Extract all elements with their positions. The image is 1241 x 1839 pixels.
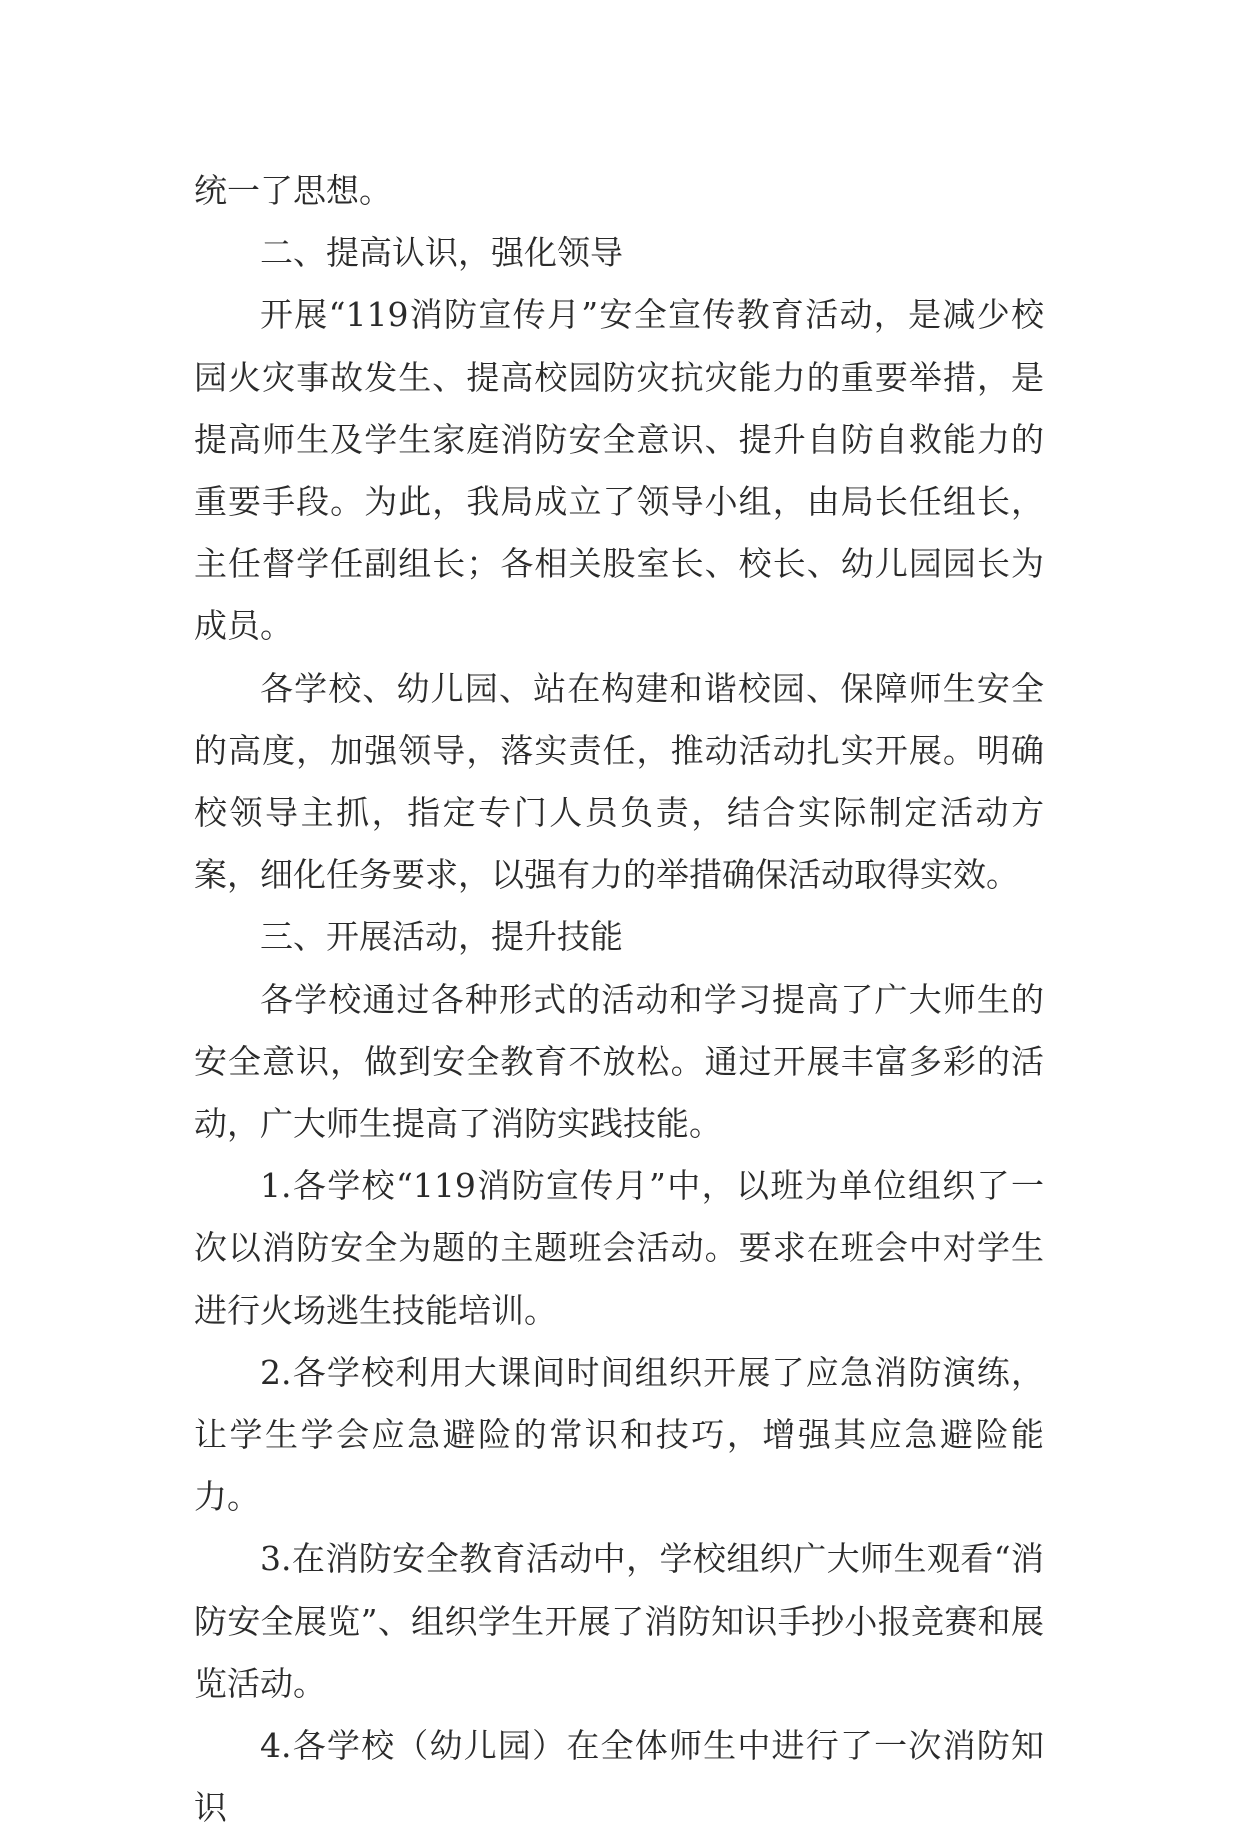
section-heading-3: 三、开展活动，提升技能 (260, 917, 623, 957)
paragraph-continuation: 统一了思想。 (194, 171, 392, 210)
document-body (194, 160, 1044, 1839)
list-item-1: 1.各学校“119消防宣传月”中，以班为单位组织了一次以消防安全为题的主题班会活动。要求在班会中对学生进行火场逃生技能培训。 (194, 1166, 1044, 1330)
list-item-2: 2.各学校利用大课间时间组织开展了应急消防演练，让学生学会应急避险的常识和技巧，增强其应急避险能力。 (194, 1352, 1044, 1517)
list-item-4: 4.各学校（幼儿园）在全体师生中进行了一次消防知识 (194, 1726, 1044, 1828)
paragraph: 各学校通过各种形式的活动和学习提高了广大师生的安全意识，做到安全教育不放松。通过开展丰富多彩的活动，广大师生提高了消防实践技能。 (194, 979, 1044, 1144)
paragraph: 开展“119消防宣传月”安全宣传教育活动，是减少校园火灾事故发生、提高校园防灾抗灾能力的重要举措，是提高师生及学生家庭消防安全意识、提升自防自救能力的重要手段。为此，我局成立了领导小组，由局长任组长，主任督学任副组长；各相关股室长、校长、幼儿园园长为成员。 (194, 295, 1044, 646)
paragraph: 各学校、幼儿园、站在构建和谐校园、保障师生安全的高度，加强领导，落实责任，推动活动扎实开展。明确校领导主抓，指定专门人员负责，结合实际制定活动方案，细化任务要求，以强有力的举措确保活动取得实效。 (194, 668, 1044, 895)
section-heading-2: 二、提高认识，强化领导 (260, 233, 623, 273)
list-item-3: 3.在消防安全教育活动中，学校组织广大师生观看“消防安全展览”、组织学生开展了消防知识手抄小报竞赛和展览活动。 (194, 1539, 1044, 1703)
